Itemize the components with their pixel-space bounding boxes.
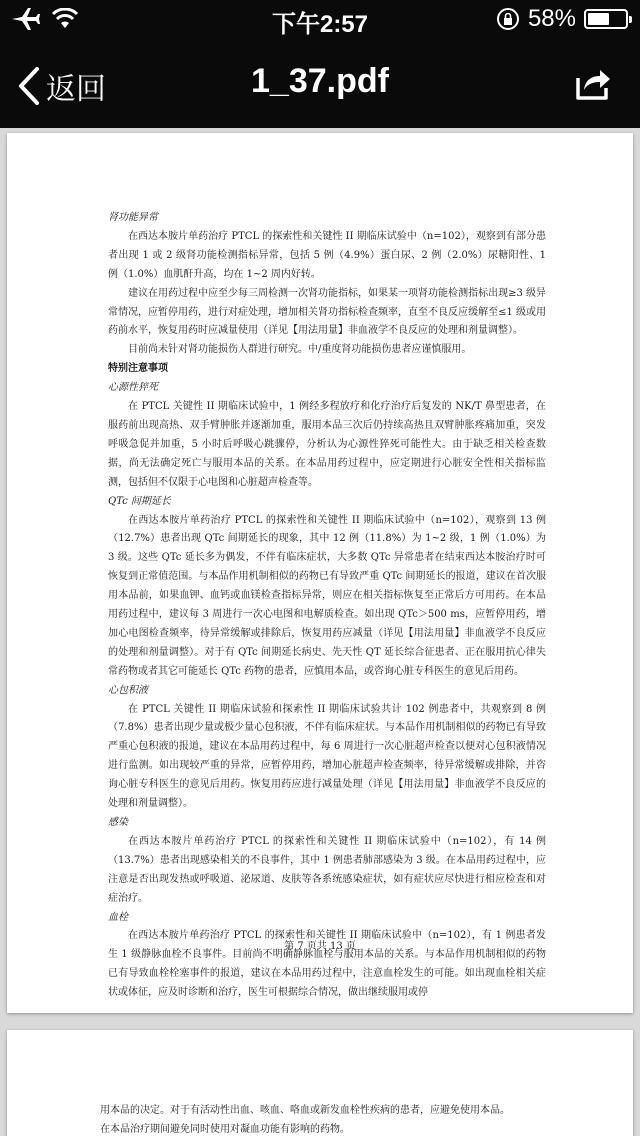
status-right: [496, 5, 628, 33]
status-bar: [0, 0, 640, 40]
battery-icon: [584, 9, 628, 29]
page-text: [100, 1102, 550, 1136]
section-heading: 血栓: [108, 911, 128, 923]
battery-fill: [588, 13, 609, 25]
section-heading: 心源性猝死: [108, 382, 158, 394]
pdf-page-8[interactable]: [7, 1030, 633, 1136]
paragraph: 在西达本胺片单药治疗 PTCL 的探索性和关键性 II 期临床试验中（n=102），观察到有部分患者出现 1 或 2 级肾功能检测指标异常，包括 5 例（4.9%）蛋白尿、2 例（2.0%）尿糖阳性、1 例（1.0%）血肌酐升高，均在 1~2 周内好转。: [108, 230, 546, 280]
text-line: 用本品的决定。对于有活动性出血、咳血、咯血或新发血栓性疾病的患者，应避免使用本品。: [100, 1105, 510, 1116]
back-label: 返回: [46, 72, 106, 107]
section-heading: 特别注意事项: [108, 363, 168, 375]
section-heading: QTc 间期延长: [108, 495, 171, 507]
paragraph: 在 PTCL 关键性 II 期临床试验和探索性 II 期临床试验共计 102 例患者中，共观察到 8 例（7.8%）患者出现少量或极少量心包积液，不伴有临床症状。与本品作用机制相似的药物已有导致严重心包积液的报道，建议在本品用药过程中，每 6 周进行一次心脏超声检查以便对心包积液情况进行监测。如出现较严重的异常，应暂停用药，增加心脏超声检查频率，待异常缓解或排除，并咨询心脏专科医生的意见后用药。恢复用药应进行减量处理（详见【用法用量】非血液学不良反应的处理和剂量调整）。: [108, 703, 546, 810]
section-heading: 心包积液: [108, 684, 148, 696]
paragraph: 在 PTCL 关键性 II 期临床试验中，1 例经多程放疗和化疗治疗后复发的 NK/T 鼻型患者，在服药前出现高热、双手臂肿胀并逐渐加重，服用本品三次后仍持续高热且双臂肿胀疼痛加重，突发呼吸急促并加重，5 小时后呼吸心跳骤停，分析认为心源性猝死可能性大。由于缺乏相关检查数据，尚无法确定死亡与服用本品的关系。在本品用药过程中，应定期进行心脏安全性相关指标监测，包括但不仅限于心电图和心脏超声检查等。: [108, 401, 546, 488]
page-footer: 第 7 页共 13 页: [284, 941, 356, 952]
paragraph: 建议在用药过程中应至少每三周检测一次肾功能指标，如果某一项肾功能检测指标出现≥3 级异常情况，应暂停用药，进行对症处理，增加相关肾功指标检查频率，直至不良反应缓解至≤1 级或用药前水平，恢复用药时应减量使用（详见【用法用量】非血液学不良反应的处理和剂量调整）。: [108, 287, 546, 337]
section-heading: 肾功能异常: [108, 212, 158, 223]
paragraph: 在西达本胺片单药治疗 PTCL 的探索性和关键性 II 期临床试验中（n=102），有 14 例（13.7%）患者出现感染相关的不良事件，其中 1 例患者肺部感染为 3 级。在本品用药过程中，应注意是否出现发热或呼吸道、泌尿道、皮肤等各系统感染症状，如有症状应尽快进行相应检查和对症治疗。: [108, 835, 546, 904]
document-title: 1_37.pdf: [251, 62, 389, 100]
text-line: 在本品治疗期间避免同时使用对凝血功能有影响的药物。: [100, 1123, 350, 1135]
status-time: 下午2:57: [271, 11, 369, 38]
pdf-page-7[interactable]: [7, 133, 633, 1013]
paragraph: 目前尚未针对肾功能损伤人群进行研究。中/重度肾功能损伤患者应谨慎服用。: [128, 344, 472, 356]
battery-percent: 58%: [527, 5, 576, 32]
paragraph: 在西达本胺片单药治疗 PTCL 的探索性和关键性 II 期临床试验中（n=102），观察到 13 例（12.7%）患者出现 QTc 间期延长的现象，其中 12 例（11.8%）为 1~2 级，1 例（1.0%）为 3 级。这些 QTc 延长多为偶发，不伴有临床症状，大多数 QTc 异常患者在结束西达本胺治疗时可恢复到正常值范围。与本品作用机制相似的药物已有导致严重 QTc 间期延长的报道，建议在首次服用本品前，如果血钾、血钙或血镁检查指标异常，则应在相关指标恢复至正常后方可用药。在本品用药过程中，建议每 3 周进行一次心电图和电解质检查。如出现 QTc＞500 ms，应暂停用药，增加心电图检查频率，待异常缓解或排除后，恢复用药应减量（详见【用法用量】非血液学不良反应的处理和剂量调整）。对于有 QTc 间期延长病史、先天性 QT 延长综合征患者、正在服用抗心律失常药物或者其它可能延长 QTc 药物的患者，应慎用本品，或咨询心脏专科医生的意见后用药。: [108, 514, 546, 677]
paragraph: 在西达本胺片单药治疗 PTCL 的探索性和关键性 II 期临床试验中（n=102），有 1 例患者发生 1 级静脉血栓不良事件。目前尚不明确静脉血栓与服用本品的关系。与本品作用机制相似的药物已有导致血栓栓塞事件的报道，建议在本品用药过程中，注意血栓发生的可能。如出现血栓相关症状或体征，应及时诊断和治疗，医生可根据综合情况，做出继续服用或停: [108, 930, 546, 999]
orientation-lock-icon: [496, 7, 520, 31]
share-icon: [572, 62, 612, 102]
nav-bar: [0, 40, 640, 128]
share-button[interactable]: [572, 62, 612, 106]
section-heading: 感染: [108, 817, 128, 828]
page-text: [108, 209, 546, 1003]
